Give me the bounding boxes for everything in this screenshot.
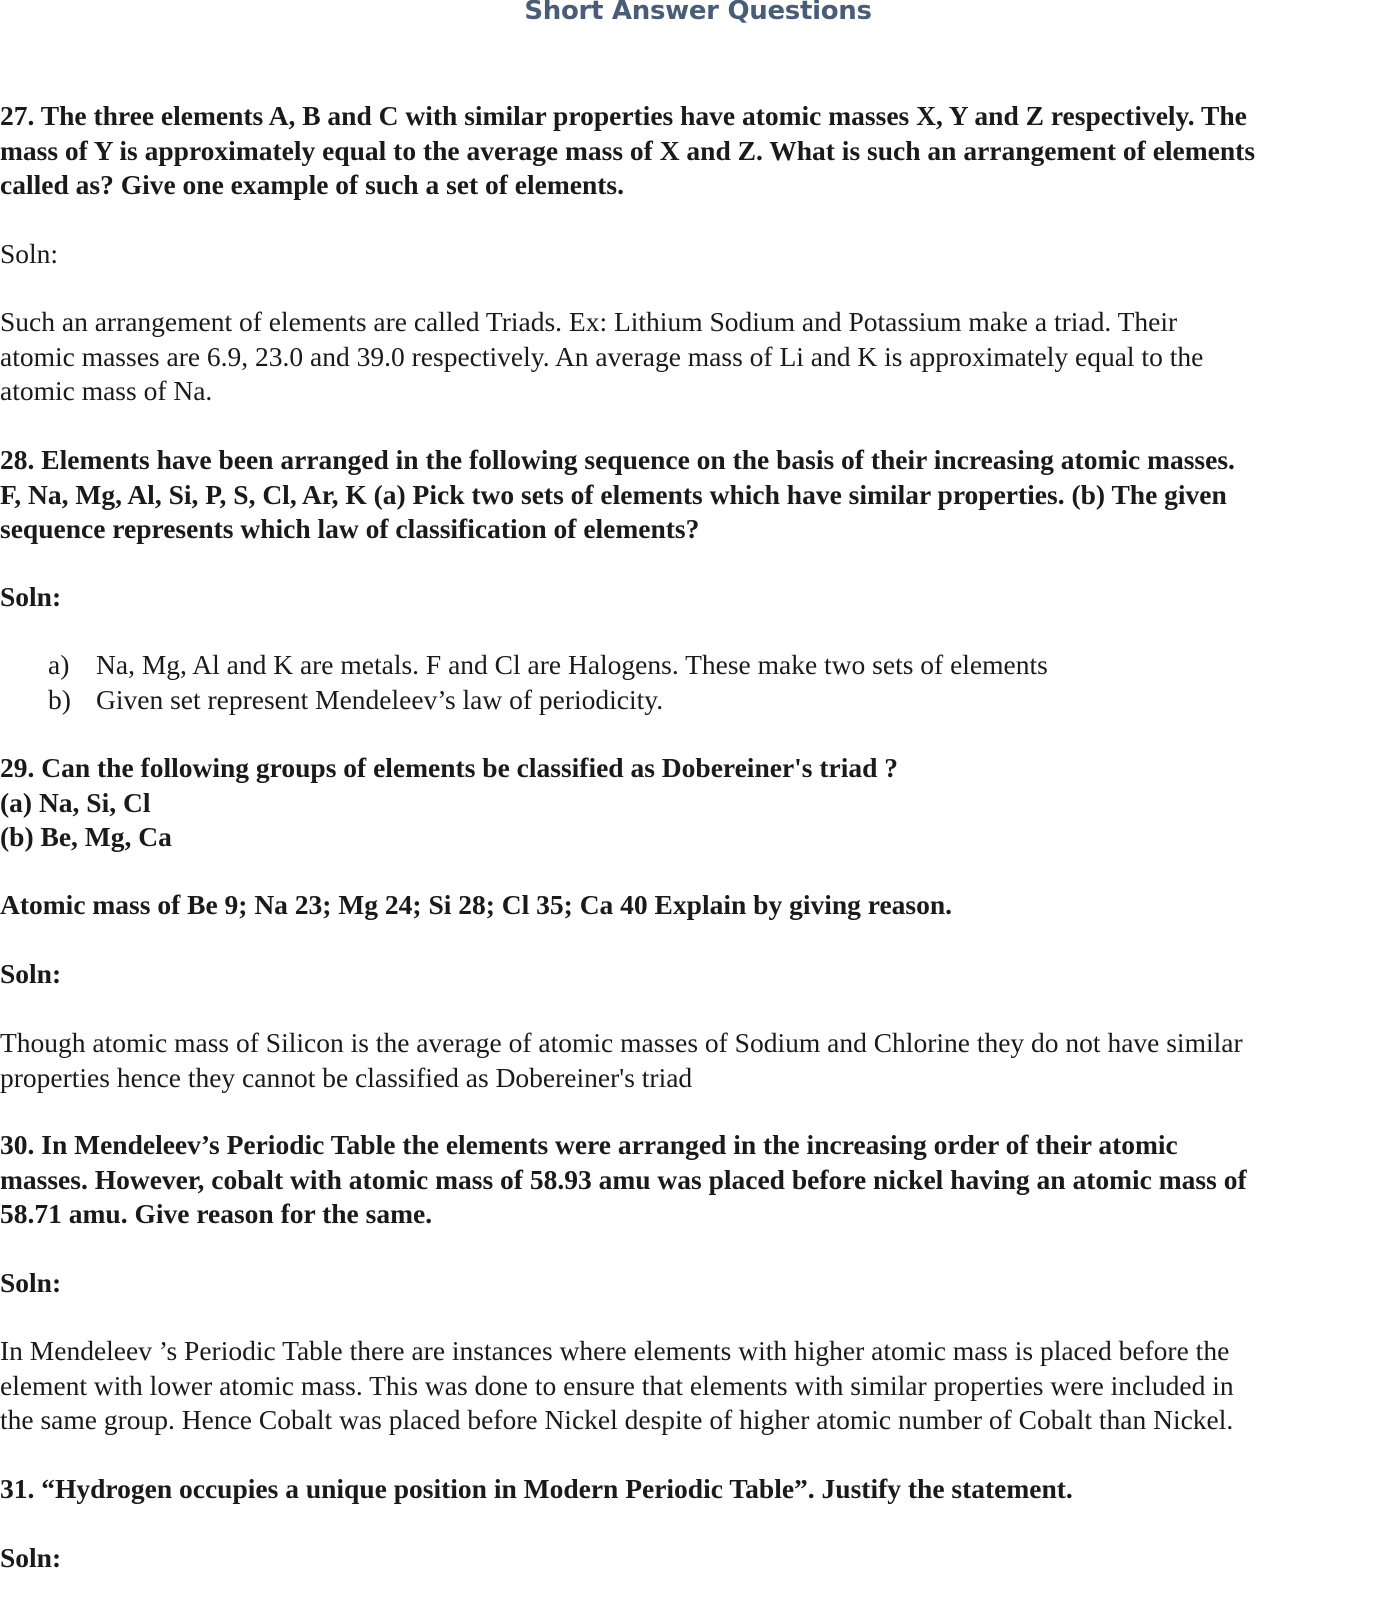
question-line: (a) Na, Si, Cl: [0, 786, 151, 818]
question-line: (b) Be, Mg, Ca: [0, 821, 172, 852]
question-29-extra: [0, 888, 1390, 923]
answer-line: Such an arrangement of elements are called Triads. Ex: Lithium Sodium and Potassium make a triad. Their: [0, 306, 1178, 337]
answer-27: [0, 305, 1390, 409]
answer-line: atomic masses are 6.9, 23.0 and 39.0 respectively. An average mass of Li and K is approximately equal to the: [0, 340, 1204, 372]
soln-label: Soln:: [0, 958, 62, 989]
soln-label: Soln:: [0, 238, 59, 269]
soln-label-31: [0, 1541, 1390, 1576]
answer-line: In Mendeleev ’s Periodic Table there are instances where elements with higher atomic mass is placed before the: [0, 1335, 1230, 1366]
soln-label: Soln:: [0, 1267, 62, 1298]
soln-label-30: [0, 1266, 1390, 1301]
answer-line: the same group. Hence Cobalt was placed before Nickel despite of higher atomic number of Cobalt than Nickel.: [0, 1404, 1234, 1435]
page-title: Short Answer Questions: [524, 0, 872, 26]
question-line: 28. Elements have been arranged in the following sequence on the basis of their increasing atomic masses.: [0, 444, 1235, 475]
soln-label: Soln:: [0, 1542, 62, 1573]
soln-label-27: [0, 237, 1390, 272]
list-text: Na, Mg, Al and K are metals. F and Cl are Halogens. These make two sets of elements: [96, 649, 1048, 680]
question-line: masses. However, cobalt with atomic mass of 58.93 amu was placed before nickel having an atomic mass of: [0, 1163, 1247, 1195]
answer-29: [0, 1026, 1390, 1095]
soln-label-29: [0, 957, 1390, 992]
answer-line: atomic mass of Na.: [0, 375, 213, 406]
question-line: mass of Y is approximately equal to the average mass of X and Z. What is such an arrangement of elements: [0, 134, 1256, 166]
list-marker: a): [48, 649, 70, 680]
answer-line: properties hence they cannot be classified as Dobereiner's triad: [0, 1061, 693, 1093]
question-line: 30. In Mendeleev’s Periodic Table the elements were arranged in the increasing order of their atomic: [0, 1129, 1178, 1160]
question-31: [0, 1472, 1390, 1507]
soln-label-28: [0, 580, 1390, 615]
answer-30: [0, 1334, 1390, 1438]
list-marker: b): [48, 683, 71, 715]
answer-28: [0, 648, 1390, 717]
question-line: Atomic mass of Be 9; Na 23; Mg 24; Si 28; Cl 35; Ca 40 Explain by giving reason.: [0, 889, 953, 920]
question-line: 29. Can the following groups of elements be classified as Dobereiner's triad ?: [0, 752, 899, 783]
list-item: [0, 683, 1390, 718]
question-28: [0, 443, 1390, 547]
answer-line: Though atomic mass of Silicon is the average of atomic masses of Sodium and Chlorine they do not have similar: [0, 1027, 1243, 1058]
soln-label: Soln:: [0, 581, 62, 612]
question-line: called as? Give one example of such a set of elements.: [0, 169, 625, 200]
question-30: [0, 1128, 1390, 1232]
question-line: 58.71 amu. Give reason for the same.: [0, 1198, 433, 1229]
question-27: [0, 99, 1390, 203]
question-line: F, Na, Mg, Al, Si, P, S, Cl, Ar, K (a) Pick two sets of elements which have similar properties. (b) The given: [0, 478, 1227, 510]
answer-line: element with lower atomic mass. This was done to ensure that elements with similar properties were included in: [0, 1369, 1234, 1401]
question-line: 27. The three elements A, B and C with similar properties have atomic masses X, Y and Z respectively. The: [0, 100, 1247, 131]
list-text: Given set represent Mendeleev’s law of periodicity.: [96, 683, 664, 715]
list-item: [0, 648, 1390, 683]
question-line: 31. “Hydrogen occupies a unique position in Modern Periodic Table”. Justify the statement.: [0, 1473, 1073, 1504]
question-29: [0, 751, 1390, 855]
question-line: sequence represents which law of classification of elements?: [0, 513, 700, 544]
